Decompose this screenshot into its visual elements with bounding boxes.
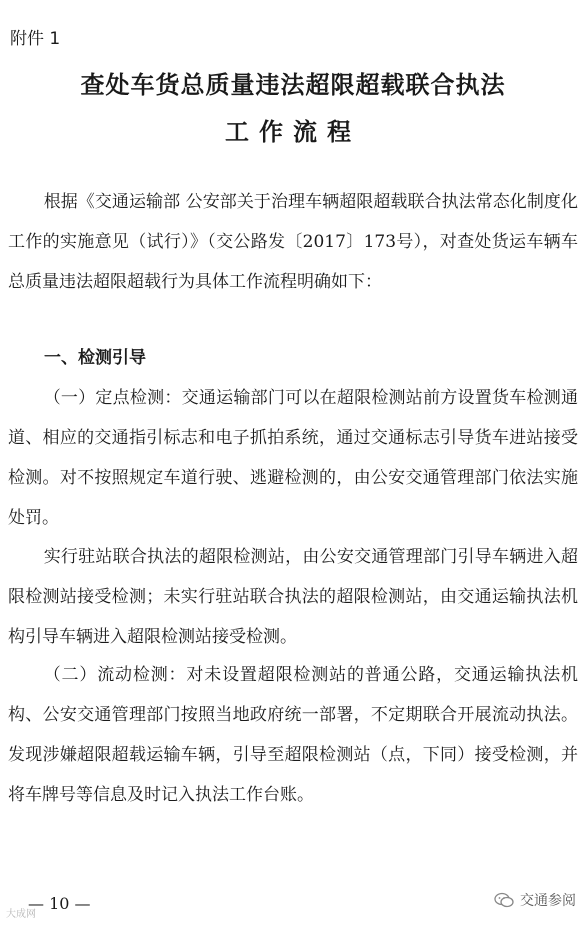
page-number: — 10 —: [28, 894, 91, 913]
attachment-label: 附件 1: [10, 29, 61, 49]
document-title: 查处车货总质量违法超限超载联合执法: [80, 70, 506, 99]
watermark-right: [494, 890, 576, 910]
section-heading-detection: 一、检测引导: [44, 348, 146, 368]
fixed-detection-paragraph: （一）定点检测：交通运输部门可以在超限检测站前方设置货车检测通道、相应的交通指引标志和电子抓拍系统，通过交通标志引导货车进站接受检测。对不按照规定车道行驶、逃避检测的，由公安交通管理部门依法实施处罚。: [8, 388, 578, 528]
wechat-icon: [494, 892, 514, 908]
document-subtitle: 工作流程: [225, 117, 361, 146]
joint-station-paragraph: 实行驻站联合执法的超限检测站，由公安交通管理部门引导车辆进入超限检测站接受检测；未实行驻站联合执法的超限检测站，由交通运输执法机构引导车辆进入超限检测站接受检测。: [8, 547, 578, 647]
mobile-detection-paragraph: （二）流动检测：对未设置超限检测站的普通公路，交通运输执法机构、公安交通管理部门按照当地政府统一部署，不定期联合开展流动执法。发现涉嫌超限超载运输车辆，引导至超限检测站（点，下同）接受检测，并将车牌号等信息及时记入执法工作台账。: [8, 665, 578, 805]
watermark-right-text: 交通参阅: [520, 893, 576, 909]
watermark-left: 大成网: [6, 909, 36, 920]
intro-paragraph: 根据《交通运输部 公安部关于治理车辆超限超载联合执法常态化制度化工作的实施意见（试行）》（交公路发〔2017〕173号），对查处货运车辆车总质量违法超限超载行为具体工作流程明确如下：: [8, 192, 578, 292]
